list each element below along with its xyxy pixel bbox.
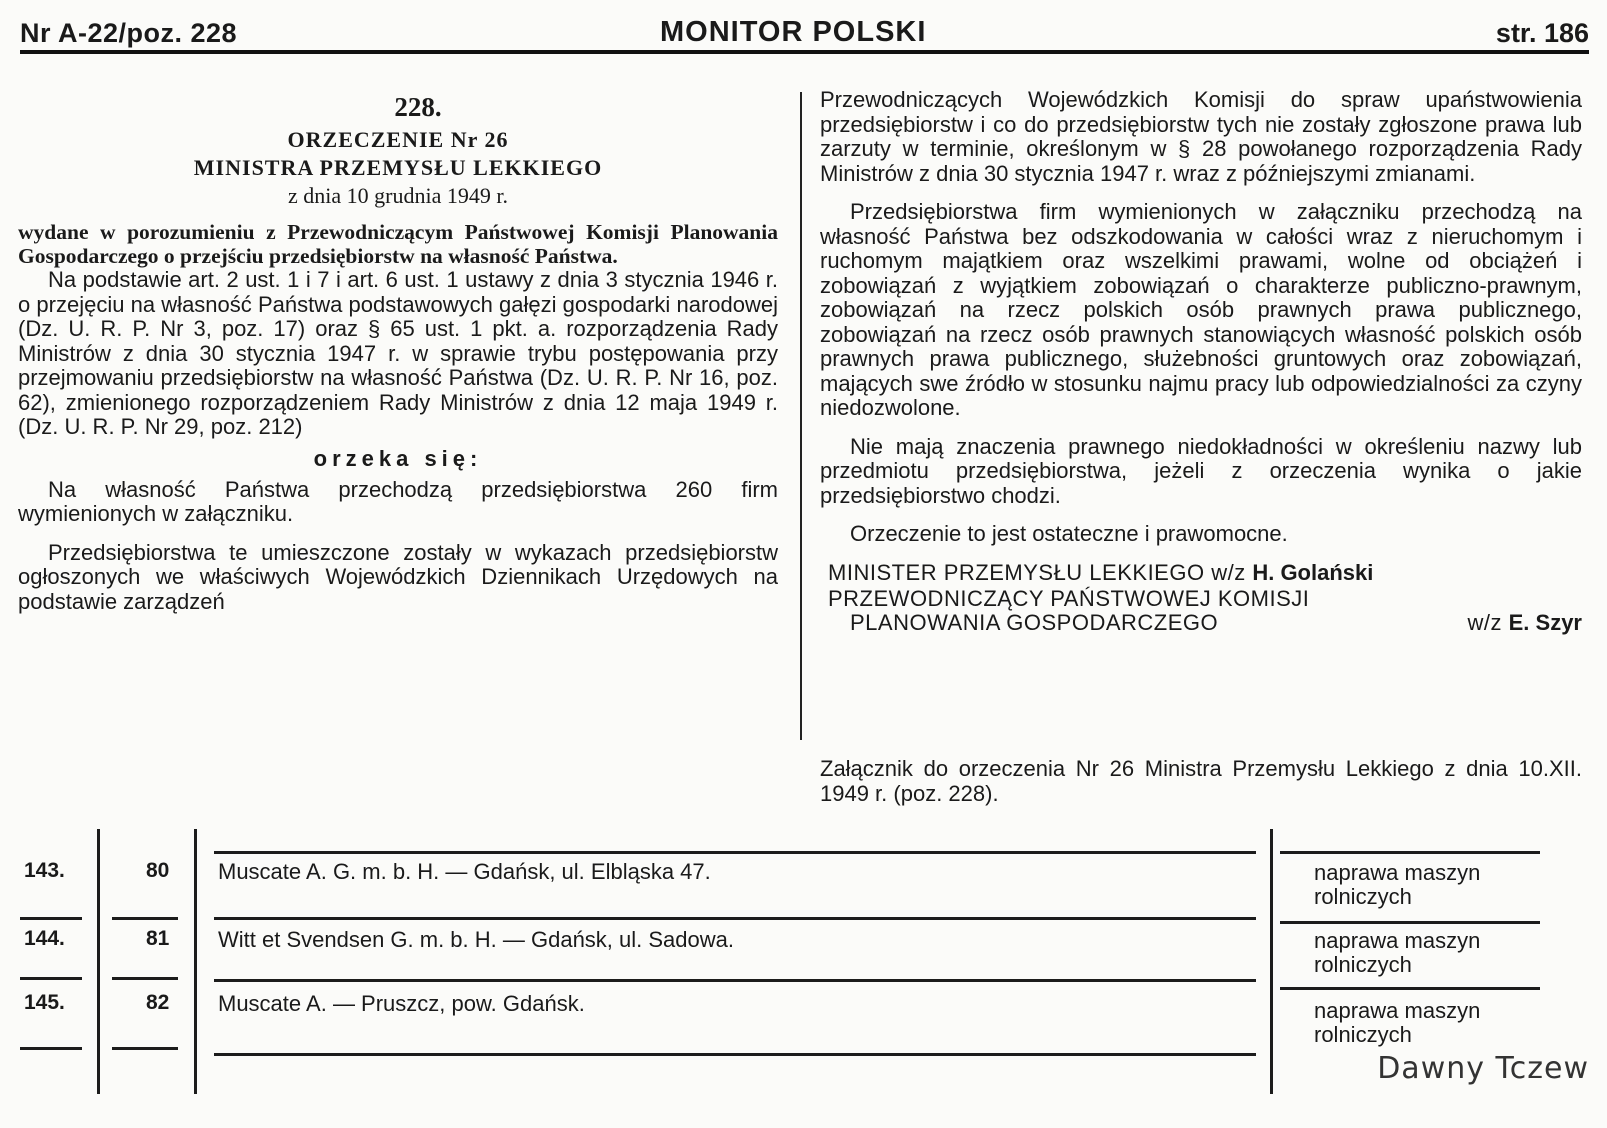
row-activity-line-1: naprawa maszyn xyxy=(1314,928,1481,953)
header-rule xyxy=(20,50,1589,54)
row-activity-line-2: rolniczych xyxy=(1314,1022,1412,1047)
column-divider xyxy=(800,92,802,740)
decree-title: ORZECZENIE Nr 26 xyxy=(287,127,509,152)
signature-minister-name: H. Golański xyxy=(1252,559,1374,585)
row-activity xyxy=(1314,929,1480,977)
table-hline xyxy=(214,917,1256,920)
table-hline xyxy=(20,977,82,980)
annex-table xyxy=(0,825,1607,1125)
row-activity-line-1: naprawa maszyn xyxy=(1314,998,1481,1023)
signature-chairman-title-2: PLANOWANIA GOSPODARCZEGO xyxy=(850,609,1219,635)
annex-caption: Załącznik do orzeczenia Nr 26 Ministra Przemysłu Lekkiego z dnia 10.XII. 1949 r. (poz. 228). xyxy=(820,756,1582,806)
paragraph-4: Nie mają znaczenia prawnego niedokładności w określeniu nazwy lub przedmiotu przedsiębiorstwa, jeżeli z orzeczenia wynika o jakie przedsiębiorstwo chodzi. xyxy=(820,433,1582,508)
row-activity xyxy=(1314,999,1480,1047)
table-hline xyxy=(214,1053,1256,1056)
row-position: 81 xyxy=(146,927,170,950)
decree-issuer: MINISTRA PRZEMYSŁU LEKKIEGO xyxy=(193,155,603,180)
page-number: str. 186 xyxy=(1495,18,1589,48)
row-activity-line-2: rolniczych xyxy=(1314,952,1412,977)
journal-title: MONITOR POLSKI xyxy=(660,16,927,48)
paragraph-2: Przedsiębiorstwa te umieszczone zostały w wykazach przedsiębiorstw ogłoszonych we właściwych Wojewódzkich Dziennikach Urzędowych na podstawie zarządzeń xyxy=(18,539,778,614)
item-number: 228. xyxy=(394,92,442,122)
row-position: 80 xyxy=(146,859,170,882)
signature-chairman-title-1: PRZEWODNICZĄCY PAŃSTWOWEJ KOMISJI xyxy=(828,585,1310,611)
signature-minister xyxy=(820,561,1582,585)
left-column xyxy=(18,88,778,614)
watermark: Dawny Tczew xyxy=(1377,1051,1589,1086)
table-hline xyxy=(112,977,178,980)
signature-minister-title: MINISTER PRZEMYSŁU LEKKIEGO xyxy=(828,559,1205,585)
row-number: 143. xyxy=(24,859,65,882)
paragraph-2-continued: Przewodniczących Wojewódzkich Komisji do spraw upaństwowienia przedsiębiorstw i co do przedsiębiorstw tych nie zostały zgłoszone prawa lub zarzuty w terminie, określonym w § 28 powołanego rozporządzenia Rady Ministrów z dnia 30 stycznia 1947 r. wraz z późniejszymi zmianami. xyxy=(820,87,1582,186)
signature-chairman xyxy=(820,611,1582,635)
table-hline xyxy=(214,979,1256,982)
table-hline xyxy=(20,1047,82,1050)
legal-basis: Na podstawie art. 2 ust. 1 i 7 i art. 6 ust. 1 ustawy z dnia 3 stycznia 1946 r. o przejęciu na własność Państwa podstawowych gałęzi gospodarki narodowej (Dz. U. R. P. Nr 3, poz. 17) oraz § 65 ust. 1 pkt. a. rozporządzenia Rady Ministrów z dnia 30 stycznia 1947 r. w sprawie trybu postępowania przy przejmowaniu przedsiębiorstw na własność Państwa (Dz. U. R. P. Nr 16, poz. 62), zmienionego rozporządzeniem Rady Ministrów z dnia 12 maja 1949 r. (Dz. U. R. P. Nr 29, poz. 212) xyxy=(18,267,778,439)
page-header xyxy=(20,14,1589,54)
paragraph-5: Orzeczenie to jest ostateczne i prawomocne. xyxy=(850,521,1288,546)
row-company: Witt et Svendsen G. m. b. H. — Gdańsk, ul. Sadowa. xyxy=(218,927,734,952)
right-column xyxy=(820,88,1582,635)
paragraph-3: Przedsiębiorstwa firm wymienionych w załączniku przechodzą na własność Państwa bez odszkodowania w całości wraz z nieruchomym i ruchomym majątkiem oraz wszelkimi prawami, wolne od obciążeń i zobowiązań z wyjątkiem zobowiązań o charakterze publiczno-prawnym, zobowiązań na rzecz polskich osób prawnych prawa publicznego, zobowiązań na rzecz osób prawnych stanowiących własność polskich osób prawnych prawa publicznego, służebności gruntowych oraz zobowiązań, mających swe źródło w stosunku najmu pracy lub odpowiedzialności za czyny niedozwolone. xyxy=(820,199,1582,420)
row-company: Muscate A. G. m. b. H. — Gdańsk, ul. Elbląska 47. xyxy=(218,859,711,884)
table-row xyxy=(0,853,1607,921)
row-position: 82 xyxy=(146,991,170,1014)
issue-number: Nr A-22/poz. 228 xyxy=(20,18,238,48)
row-company: Muscate A. — Pruszcz, pow. Gdańsk. xyxy=(218,991,585,1016)
table-hline xyxy=(112,1047,178,1050)
decree-date: z dnia 10 grudnia 1949 r. xyxy=(288,183,508,208)
paragraph-1: Na własność Państwa przechodzą przedsiębiorstwa 260 firm wymienionych w załączniku. xyxy=(18,476,778,526)
signature-chairman-proxy: w/z xyxy=(1467,609,1502,635)
row-number: 145. xyxy=(24,991,65,1014)
row-activity-line-1: naprawa maszyn xyxy=(1314,860,1481,885)
decree-subtitle: wydane w porozumieniu z Przewodniczącym Państwowej Komisji Planowania Gospodarczego o przejściu przedsiębiorstw na własność Państwa. xyxy=(18,220,778,268)
table-row xyxy=(0,985,1607,1053)
signature-minister-proxy: w/z xyxy=(1211,559,1246,585)
row-number: 144. xyxy=(24,927,65,950)
table-hline xyxy=(112,917,178,920)
row-activity-line-2: rolniczych xyxy=(1314,884,1412,909)
signature-chairman-name: E. Szyr xyxy=(1508,609,1582,635)
decrees-heading: orzeka się: xyxy=(313,445,483,471)
row-activity xyxy=(1314,861,1480,909)
table-hline xyxy=(20,917,82,920)
